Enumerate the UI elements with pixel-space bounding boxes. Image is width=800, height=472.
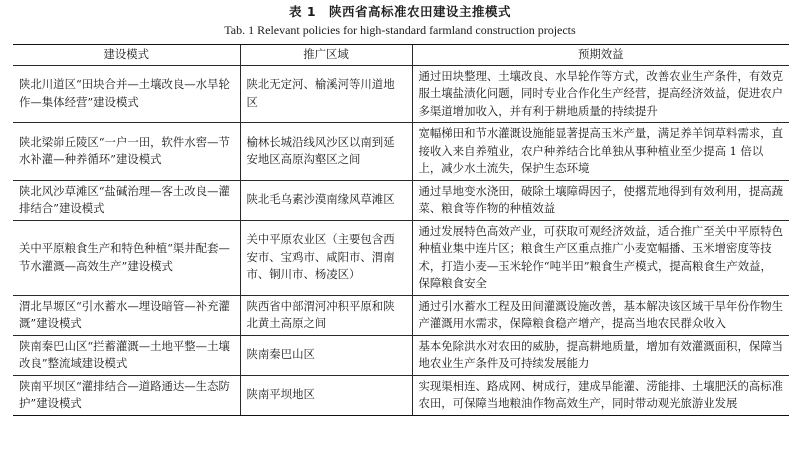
- header-expected-benefit: 预期效益: [412, 45, 789, 66]
- header-construction-mode: 建设模式: [13, 45, 240, 66]
- cell-area: 陕南平坝地区: [240, 375, 412, 415]
- cell-area: 榆林长城沿线风沙区以南到延安地区高原沟壑区之间: [240, 123, 412, 181]
- cell-mode: 陕北川道区“田块合并—土壤改良—水旱轮作—集体经营”建设模式: [13, 65, 240, 123]
- cell-area: 关中平原农业区（主要包含西安市、宝鸡市、咸阳市、渭南市、铜川市、杨凌区）: [240, 220, 412, 295]
- cell-area: 陕西省中部渭河冲积平原和陕北黄土高原之间: [240, 295, 412, 335]
- cell-area: 陕北毛乌素沙漠南缘风草滩区: [240, 180, 412, 220]
- table-title-chinese: 表 1 陕西省高标准农田建设主推模式: [288, 4, 512, 19]
- cell-mode: 渭北旱塬区“引水蓄水—埋设暗管—补充灌溉”建设模式: [13, 295, 240, 335]
- table-row: [13, 220, 789, 295]
- table-row: [13, 335, 789, 375]
- cell-benefit: 通过旱地变水浇田，破除土壤障碍因子，使撂荒地得到有效利用，提高蔬菜、粮食等作物的种植效益: [412, 180, 789, 220]
- cell-mode: 陕南秦巴山区“拦蓄灌溉—土地平整—土壤改良”整流域建设模式: [13, 335, 240, 375]
- table-row: [13, 295, 789, 335]
- cell-mode: 关中平原粮食生产和特色种植“渠井配套—节水灌溉—高效生产”建设模式: [13, 220, 240, 295]
- farmland-policy-table: [13, 44, 789, 416]
- cell-mode: 陕南平坝区“灌排结合—道路通达—生态防护”建设模式: [13, 375, 240, 415]
- table-row: [13, 375, 789, 415]
- cell-area: 陕南秦巴山区: [240, 335, 412, 375]
- cell-benefit: 基本免除洪水对农田的威胁，提高耕地质量，增加有效灌溉面积，保障当地农业生产条件及可持续发展能力: [412, 335, 789, 375]
- cell-benefit: 通过发展特色高效产业，可获取可观经济效益，适合推广至关中平原特色种植业集中连片区；粮食生产区重点推广小麦宽幅播、玉米增密度等技术，打造小麦—玉米轮作“吨半田”粮食生产模式，提高粮食生产效益，保障粮食安全: [412, 220, 789, 295]
- table-row: [13, 65, 789, 123]
- table-title-english: Tab. 1 Relevant policies for high-standard farmland construction projects: [224, 23, 576, 37]
- cell-area: 陕北无定河、榆溪河等川道地区: [240, 65, 412, 123]
- table-header-row: [13, 45, 789, 66]
- cell-benefit: 实现渠相连、路成网、树成行，建成旱能灌、涝能排、土壤肥沃的高标准农田，可保障当地粮油作物高效生产，同时带动观光旅游业发展: [412, 375, 789, 415]
- cell-benefit: 通过引水蓄水工程及田间灌溉设施改善，基本解决该区域干旱年份作物生产灌溉用水需求，保障粮食稳产增产，提高当地农民群众收入: [412, 295, 789, 335]
- cell-benefit: 宽幅梯田和节水灌溉设施能显著提高玉米产量，满足养羊饲草料需求，直接收入来自养殖业，农户种养结合比单独从事种植业至少提高 1 倍以上，减少水土流失，保护生态环境: [412, 123, 789, 181]
- table-row: [13, 180, 789, 220]
- table-row: [13, 123, 789, 181]
- cell-mode: 陕北风沙草滩区“盐碱治理—客土改良—灌排结合”建设模式: [13, 180, 240, 220]
- header-promotion-area: 推广区域: [240, 45, 412, 66]
- cell-mode: 陕北梁峁丘陵区“一户一田，软件水窖—节水补灌—种养循环”建设模式: [13, 123, 240, 181]
- cell-benefit: 通过田块整理、土壤改良、水旱轮作等方式，改善农业生产条件，有效克服土壤盐渍化问题，同时专业合作化生产经营，提高经济效益，促进农户多渠道增加收入，并有利于耕地质量的持续提升: [412, 65, 789, 123]
